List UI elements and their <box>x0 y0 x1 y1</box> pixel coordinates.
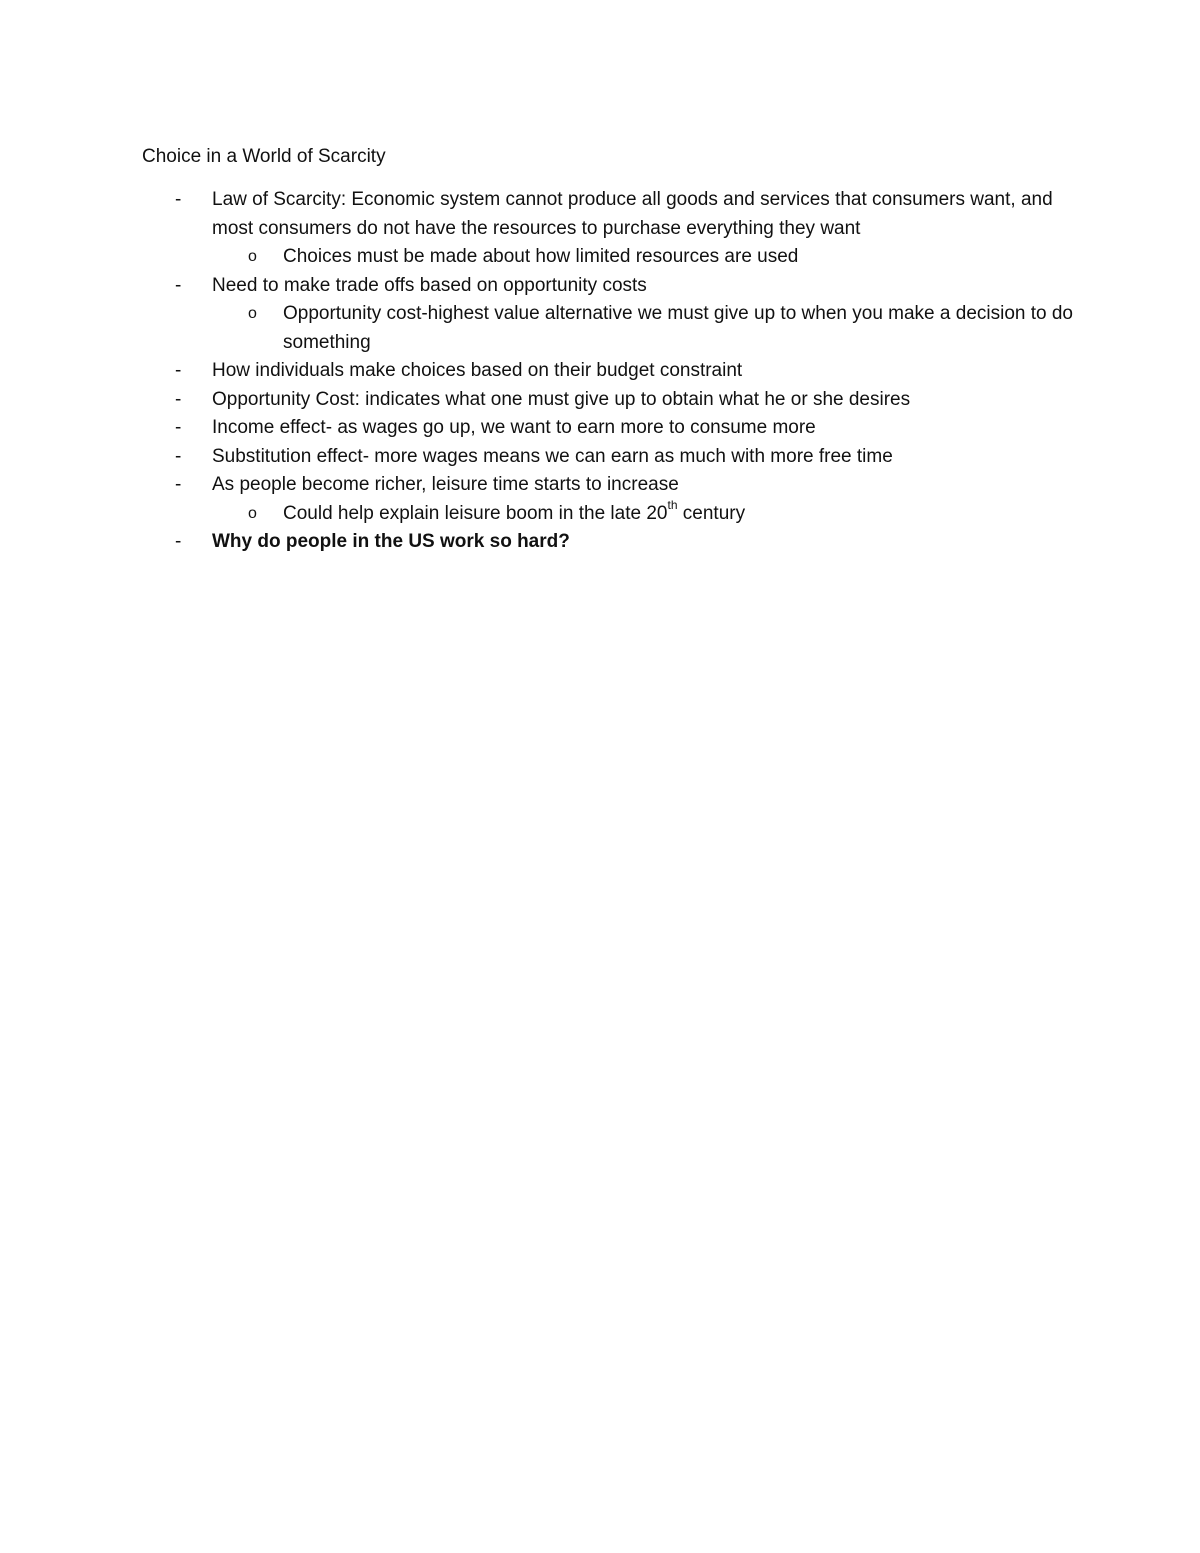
sub-list-item-text <box>283 498 746 524</box>
sub-list-item <box>0 300 1073 357</box>
dash-bullet: - <box>175 417 182 438</box>
list-item-text: How individuals make choices based on their budget constraint <box>212 360 743 381</box>
list-item <box>0 386 1072 415</box>
sub-list-item <box>0 500 1073 529</box>
sub-list-item-text: Choices must be made about how limited resources are used <box>283 246 799 267</box>
circle-bullet: o <box>248 248 257 265</box>
sub-list-item <box>0 243 1073 272</box>
ordinal-suffix: th <box>667 498 678 513</box>
list-item-text: Law of Scarcity: Economic system cannot produce all goods and services that consumers want, and most consumers do not have the resources to purchase everything they want <box>212 189 1053 239</box>
bullet-list <box>0 186 1200 557</box>
list-item <box>0 272 1072 301</box>
dash-bullet: - <box>175 360 182 381</box>
list-item-text: As people become richer, leisure time starts to increase <box>212 474 679 495</box>
list-item <box>0 528 1072 557</box>
dash-bullet: - <box>175 274 182 296</box>
document-title: Choice in a World of Scarcity <box>142 146 386 167</box>
list-item <box>0 414 1072 443</box>
circle-bullet: o <box>248 504 257 522</box>
list-item-text: Need to make trade offs based on opportunity costs <box>212 274 647 296</box>
list-item <box>0 186 1072 243</box>
dash-bullet: - <box>175 388 182 410</box>
sub-list-item-text: Opportunity cost-highest value alternative we must give up to when you make a decision to do something <box>283 303 1073 353</box>
list-item-text: Income effect- as wages go up, we want to earn more to consume more <box>212 417 816 438</box>
dash-bullet: - <box>175 474 182 495</box>
sub-list-item-text-end: century <box>677 502 746 524</box>
list-item <box>0 471 1072 500</box>
dash-bullet: - <box>175 189 182 210</box>
list-item-text: Opportunity Cost: indicates what one must give up to obtain what he or she desires <box>212 388 911 410</box>
circle-bullet: o <box>248 305 257 322</box>
dash-bullet: - <box>175 445 182 467</box>
list-item <box>0 357 1072 386</box>
list-item <box>0 443 1072 472</box>
list-item-question: Why do people in the US work so hard? <box>212 531 570 552</box>
dash-bullet: - <box>175 531 182 552</box>
sub-list-item-text-start: Could help explain leisure boom in the late 20 <box>283 502 668 524</box>
list-item-text: Substitution effect- more wages means we can earn as much with more free time <box>212 445 893 467</box>
